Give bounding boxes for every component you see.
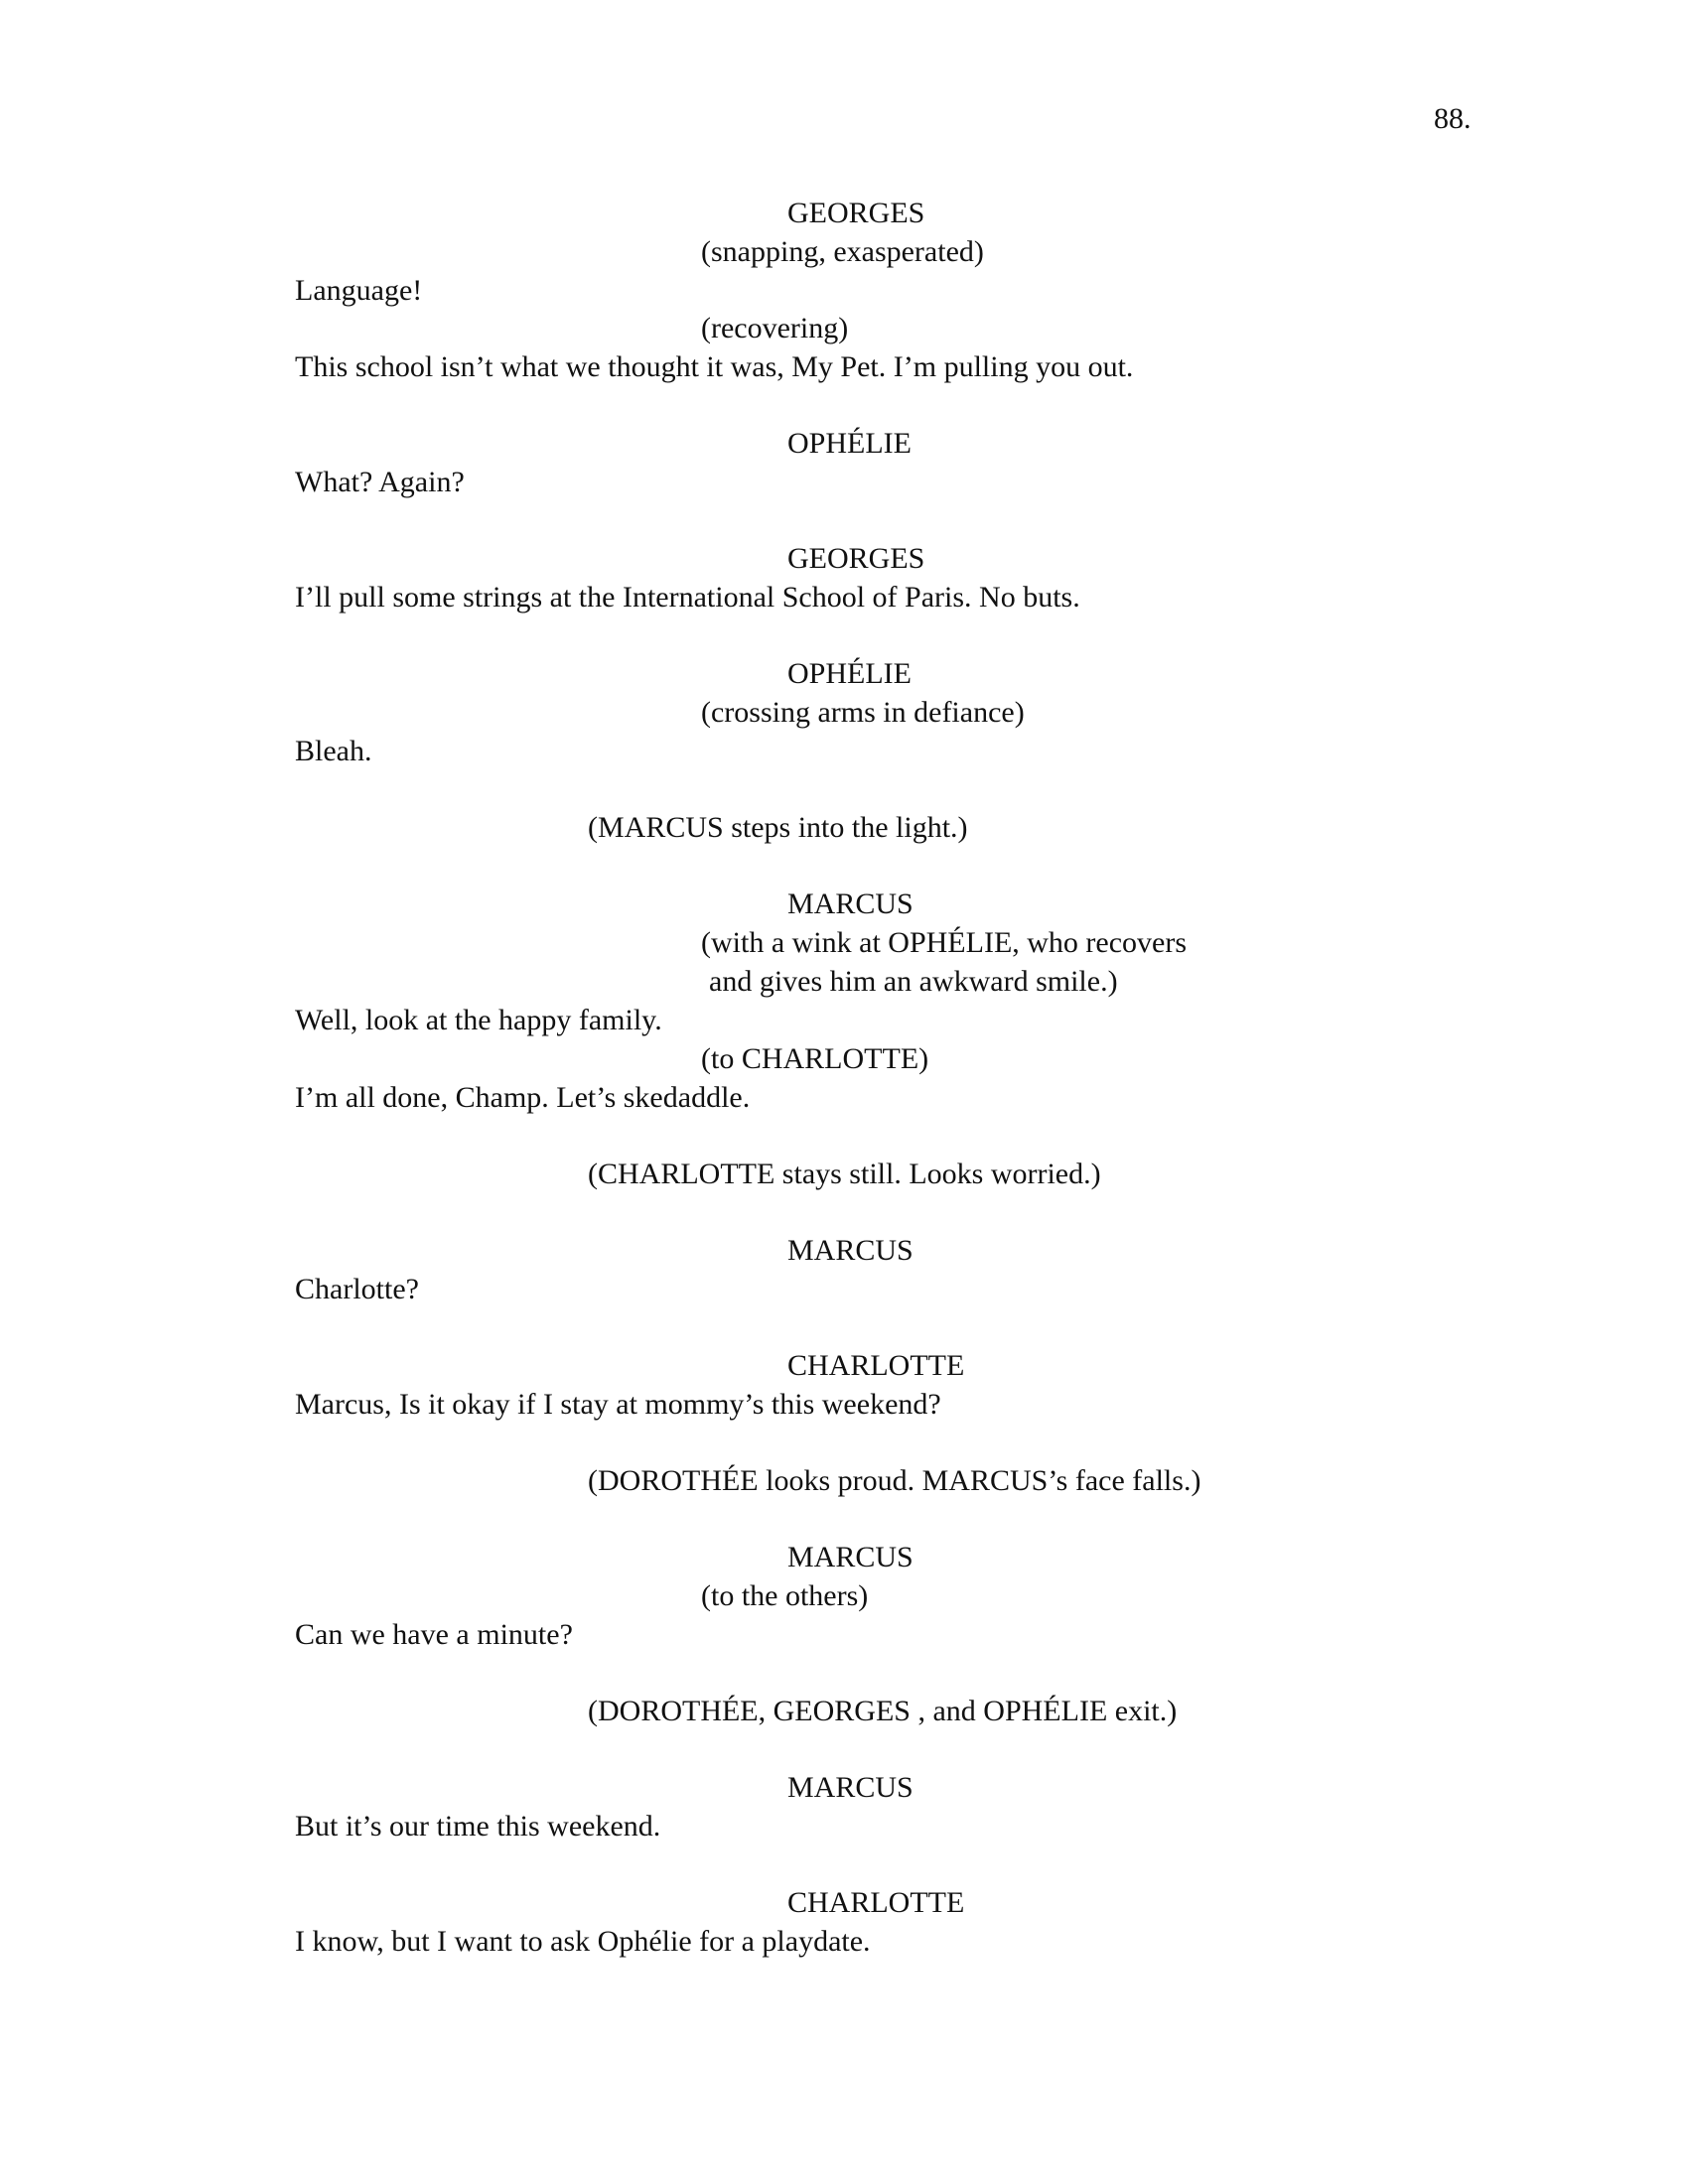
stage-direction: (MARCUS steps into the light.) (588, 811, 968, 844)
dialogue-line: But it’s our time this weekend. (295, 1810, 661, 1843)
parenthetical: (snapping, exasperated) (701, 235, 984, 268)
character-name: GEORGES (787, 542, 925, 575)
dialogue-line: Can we have a minute? (295, 1618, 573, 1651)
character-name: MARCUS (787, 1541, 914, 1573)
dialogue-line: I know, but I want to ask Ophélie for a playdate. (295, 1925, 871, 1958)
dialogue-line: Marcus, Is it okay if I stay at mommy’s this weekend? (295, 1388, 941, 1421)
stage-direction: (CHARLOTTE stays still. Looks worried.) (588, 1158, 1101, 1190)
dialogue-line: Well, look at the happy family. (295, 1004, 662, 1036)
stage-direction: (DOROTHÉE, GEORGES , and OPHÉLIE exit.) (588, 1695, 1178, 1727)
parenthetical: (recovering) (701, 312, 849, 344)
character-name: CHARLOTTE (787, 1886, 965, 1919)
parenthetical: (with a wink at OPHÉLIE, who recovers (701, 926, 1188, 959)
dialogue-line: What? Again? (295, 466, 465, 498)
character-name: MARCUS (787, 1771, 914, 1804)
dialogue-line: This school isn’t what we thought it was, My Pet. I’m pulling you out. (295, 350, 1134, 383)
character-name: OPHÉLIE (787, 657, 912, 690)
character-name: CHARLOTTE (787, 1349, 965, 1382)
parenthetical: (to the others) (701, 1579, 869, 1612)
dialogue-line: I’m all done, Champ. Let’s skedaddle. (295, 1081, 751, 1114)
parenthetical: (to CHARLOTTE) (701, 1042, 929, 1075)
character-name: GEORGES (787, 197, 925, 229)
dialogue-line: Charlotte? (295, 1273, 419, 1305)
stage-direction: (DOROTHÉE looks proud. MARCUS’s face falls.) (588, 1464, 1201, 1497)
dialogue-line: Bleah. (295, 735, 372, 767)
page-number: 88. (1434, 102, 1472, 135)
character-name: MARCUS (787, 1234, 914, 1267)
character-name: OPHÉLIE (787, 427, 912, 460)
character-name: MARCUS (787, 887, 914, 920)
parenthetical: (crossing arms in defiance) (701, 696, 1025, 729)
dialogue-line: Language! (295, 274, 423, 307)
dialogue-line: I’ll pull some strings at the International School of Paris. No buts. (295, 581, 1080, 614)
parenthetical: and gives him an awkward smile.) (709, 965, 1118, 998)
